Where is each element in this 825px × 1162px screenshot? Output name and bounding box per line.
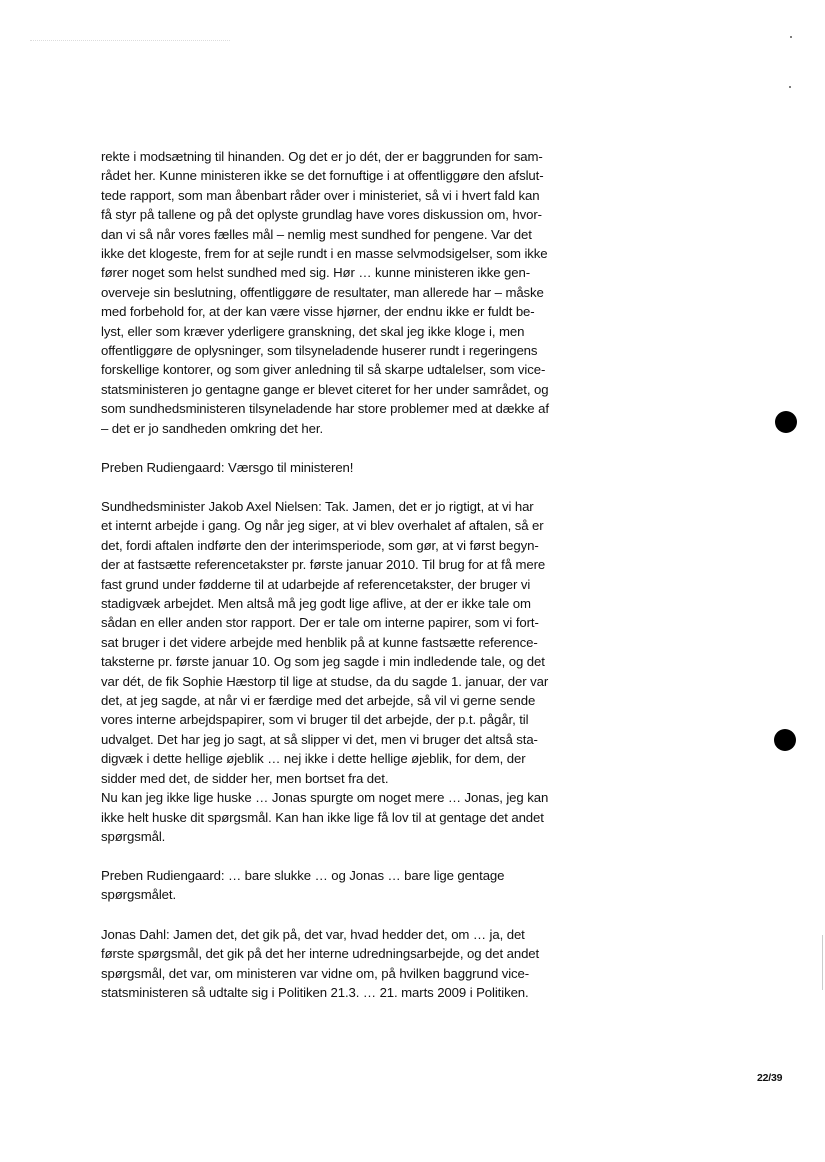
text-line: der at fastsætte referencetakster pr. første januar 2010. Til brug for at få mere <box>101 557 546 573</box>
text-line: Preben Rudiengaard: … bare slukke … og Jonas … bare lige gentage <box>101 868 505 883</box>
text-line: spørgsmålet. <box>101 887 177 903</box>
paragraph-member-question <box>101 925 587 1003</box>
punch-hole-bottom <box>774 729 796 751</box>
text-line: Nu kan jeg ikke lige huske … Jonas spurgte om noget mere … Jonas, jeg kan <box>101 790 549 806</box>
scan-speck <box>790 36 792 38</box>
paragraph-minister-answer <box>101 497 587 846</box>
text-line: – det er jo sandheden omkring det her. <box>101 420 324 436</box>
text-line: Preben Rudiengaard: Værsgo til ministeren! <box>101 460 354 475</box>
text-line: sådan en eller anden stor rapport. Der er tale om interne papirer, som vi fort- <box>101 615 539 631</box>
text-line: fører noget som helst sundhed med sig. Hør … kunne ministeren ikke gen- <box>101 265 531 281</box>
text-line: spørgsmål. <box>101 828 166 844</box>
text-line: statsministeren så udtalte sig i Politiken 21.3. … 21. marts 2009 i Politiken. <box>101 985 529 1001</box>
scan-artifact <box>30 40 230 47</box>
text-line: digvæk i dette hellige øjeblik … nej ikke i dette hellige øjeblik, for dem, der <box>101 751 526 767</box>
text-line: et internt arbejde i gang. Og når jeg siger, at vi blev overhalet af aftalen, så er <box>101 518 544 534</box>
text-line: ikke helt huske dit spørgsmål. Kan han ikke lige få lov til at gentage det andet <box>101 809 544 825</box>
text-line: forskellige kontorer, og som giver anledning til så skarpe udtalelser, som vice- <box>101 362 546 378</box>
paragraph-speech-continuation <box>101 147 587 438</box>
text-line: lyst, eller som kræver yderligere granskning, det skal jeg ikke kloge i, men <box>101 323 525 339</box>
text-line: det, fordi aftalen indførte den der interimsperiode, som gør, at vi først begyn- <box>101 537 539 553</box>
text-line: statsministeren jo gentagne gange er blevet citeret for her under samrådet, og <box>101 381 549 397</box>
paragraph-chair-remark <box>101 458 587 477</box>
text-line: overveje sin beslutning, offentliggøre de resultater, man allerede har – måske <box>101 284 544 300</box>
paragraph-chair-request <box>101 866 587 905</box>
text-line: taksterne pr. første januar 10. Og som jeg sagde i min indledende tale, og det <box>101 654 545 670</box>
text-line: offentliggøre de oplysninger, som tilsyneladende huserer rundt i regeringens <box>101 343 538 359</box>
text-line: rekte i modsætning til hinanden. Og det er jo dét, der er baggrunden for sam- <box>101 149 543 164</box>
text-line: stadigvæk arbejdet. Men altså må jeg godt lige aflive, at der er ikke tale om <box>101 596 531 612</box>
text-line: Sundhedsminister Jakob Axel Nielsen: Tak. Jamen, det er jo rigtigt, at vi har <box>101 499 534 514</box>
text-line: sat bruger i det videre arbejde med henblik på at kunne fastsætte reference- <box>101 634 538 650</box>
text-line: tede rapport, som man åbenbart råder over i ministeriet, så vi i hvert fald kan <box>101 187 540 203</box>
text-line: rådet her. Kunne ministeren ikke se det fornuftige i at offentliggøre den afslut- <box>101 168 544 184</box>
text-line: dan vi så når vores fælles mål – nemlig mest sundhed for pengene. Var det <box>101 226 532 242</box>
text-line: som sundhedsministeren tilsyneladende har store problemer med at dække af <box>101 401 549 417</box>
text-line: spørgsmål, det var, om ministeren var vidne om, på hvilken baggrund vice- <box>101 965 530 981</box>
text-line: med forbehold for, at der kan være visse hjørner, der endnu ikke er fuldt be- <box>101 304 535 320</box>
text-line: fast grund under fødderne til at udarbejde af referencetakster, der bruger vi <box>101 576 531 592</box>
scan-edge-mark <box>822 935 823 990</box>
page-number: 22/39 <box>757 1072 783 1084</box>
text-line: få styr på tallene og på det oplyste grundlag have vores diskussion om, hvor- <box>101 207 542 223</box>
scan-speck <box>789 86 791 88</box>
text-line: det, at jeg sagde, at når vi er færdige med det arbejde, så vil vi gerne sende <box>101 693 536 709</box>
punch-hole-top <box>775 411 797 433</box>
text-line: var dét, de fik Sophie Hæstorp til lige at studse, da du sagde 1. januar, der var <box>101 673 549 689</box>
text-line: første spørgsmål, det gik på det her interne udredningsarbejde, og det andet <box>101 946 540 962</box>
text-line: vores interne arbejdspapirer, som vi bruger til det arbejde, der p.t. pågår, til <box>101 712 529 728</box>
text-line: Jonas Dahl: Jamen det, det gik på, det var, hvad hedder det, om … ja, det <box>101 927 525 942</box>
text-line: udvalget. Det har jeg jo sagt, at så slipper vi det, men vi bruger det altså sta- <box>101 731 538 747</box>
text-line: ikke det klogeste, frem for at sejle rundt i en masse selvmodsigelser, som ikke <box>101 246 548 262</box>
text-line: sidder med det, de sidder her, men bortset fra det. <box>101 770 389 786</box>
